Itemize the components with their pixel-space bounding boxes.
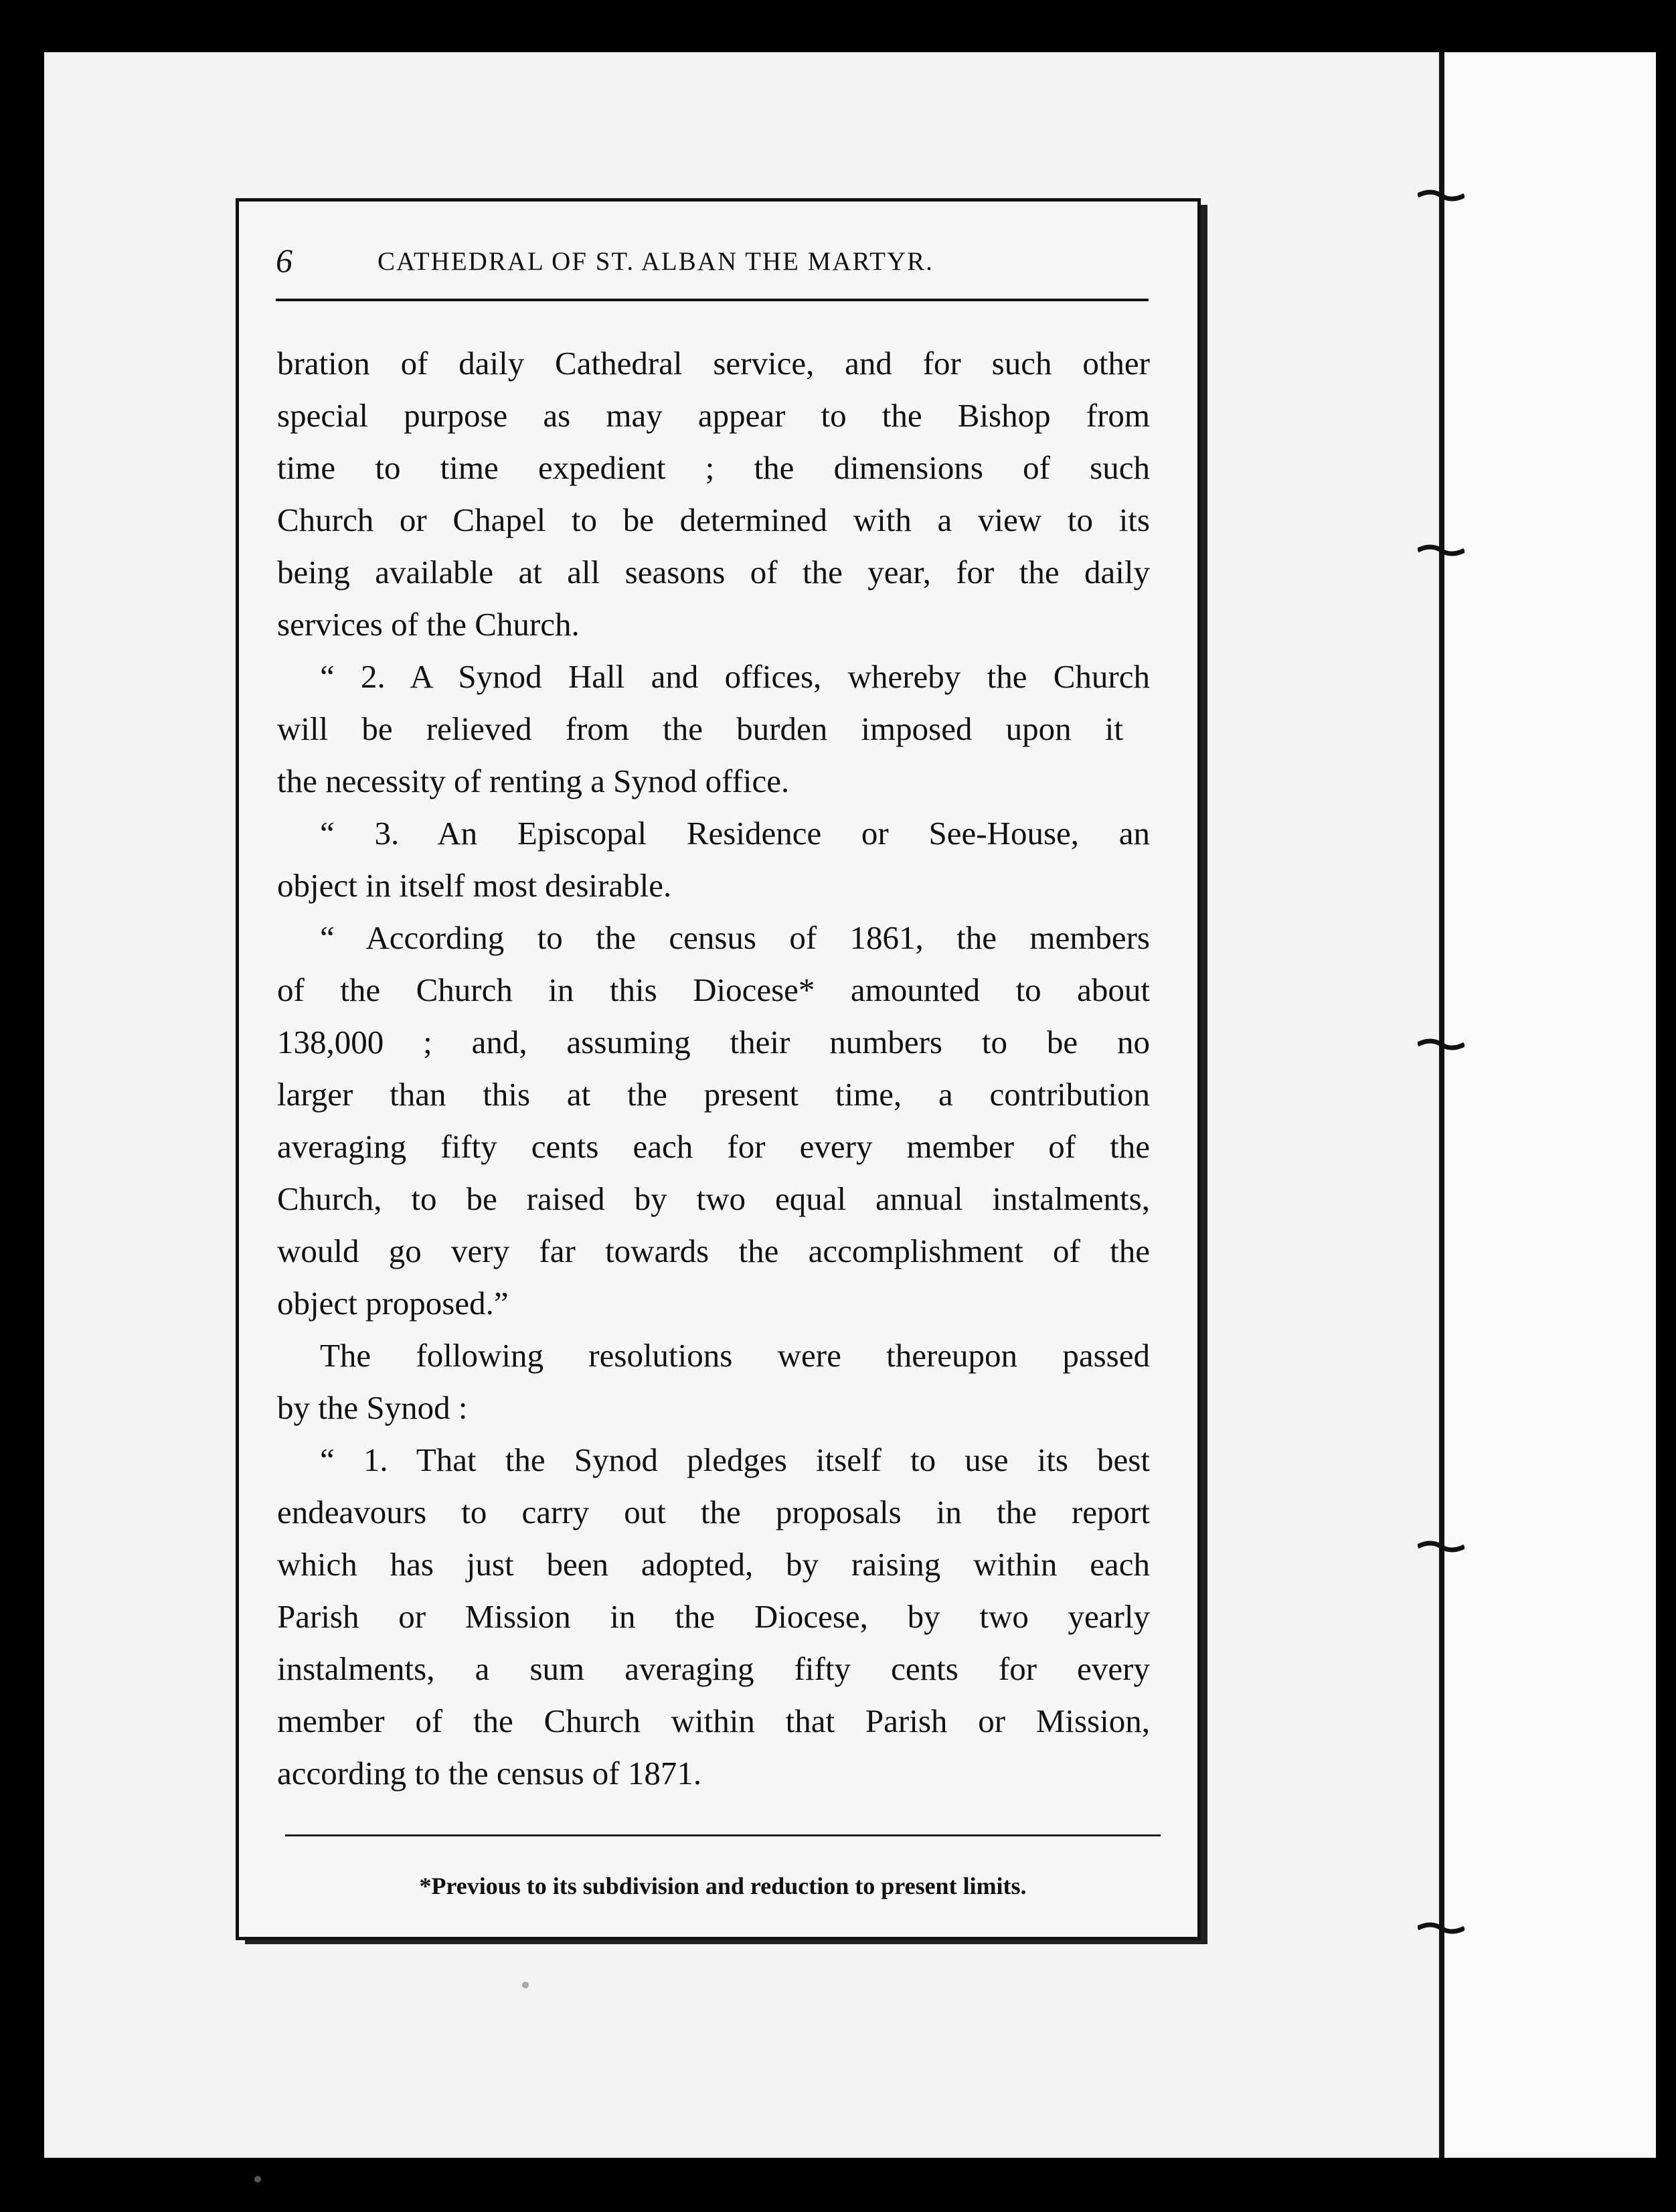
- text-line: according to the census of 1871.: [277, 1755, 702, 1792]
- text-line: member of the Church within that Parish or Mission,: [277, 1703, 1150, 1739]
- text-line: will be relieved from the burden imposed upon it: [277, 710, 1123, 747]
- text-line: Parish or Mission in the Diocese, by two yearly: [277, 1598, 1150, 1635]
- text-line: which has just been adopted, by raising within each: [277, 1546, 1150, 1583]
- text-line: object proposed.”: [277, 1285, 509, 1322]
- text-line: object in itself most desirable.: [277, 867, 672, 904]
- text-line: of the Church in this Diocese* amounted to about: [277, 971, 1150, 1008]
- text-line: “ 3. An Episcopal Residence or See-House, an: [320, 815, 1150, 852]
- text-line: instalments, a sum averaging fifty cents for every: [277, 1650, 1150, 1687]
- text-line: averaging fifty cents each for every member of the: [277, 1128, 1150, 1165]
- text-line: services of the Church.: [277, 606, 580, 643]
- footnote-rule: [285, 1834, 1161, 1836]
- text-line: time to time expedient ; the dimensions of such: [277, 449, 1150, 486]
- footnote: *Previous to its subdivision and reduction to present limits.: [419, 1873, 1027, 1899]
- text-line: the necessity of renting a Synod office.: [277, 763, 790, 799]
- binding-stitch: [1418, 1540, 1464, 1553]
- header-rule: [276, 299, 1149, 301]
- running-header: [276, 241, 1149, 285]
- text-line: larger than this at the present time, a contribution: [277, 1076, 1150, 1113]
- binding-stitch: [1418, 189, 1464, 202]
- running-title: CATHEDRAL OF ST. ALBAN THE MARTYR.: [378, 247, 934, 276]
- text-line: would go very far towards the accomplishment of the: [277, 1233, 1150, 1269]
- body-text: [277, 337, 1150, 1800]
- text-line: The following resolutions were thereupon passed: [320, 1337, 1150, 1374]
- binding-stitch: [1418, 544, 1464, 557]
- paper-speck: [522, 1982, 529, 1988]
- right-leaf: [1443, 52, 1656, 2158]
- text-line: Church, to be raised by two equal annual instalments,: [277, 1180, 1150, 1217]
- paper-speck: [254, 2176, 261, 2183]
- text-line: bration of daily Cathedral service, and for such other: [277, 345, 1150, 382]
- binding-stitch: [1418, 1921, 1464, 1935]
- text-line: 138,000 ; and, assuming their numbers to be no: [277, 1024, 1150, 1060]
- text-line: endeavours to carry out the proposals in the report: [277, 1494, 1150, 1530]
- text-line: special purpose as may appear to the Bishop from: [277, 397, 1150, 434]
- page-number: 6: [276, 242, 292, 279]
- text-line: being available at all seasons of the year, for the daily: [277, 554, 1150, 590]
- text-line: “ 1. That the Synod pledges itself to use its best: [320, 1441, 1150, 1478]
- text-line: by the Synod :: [277, 1389, 468, 1426]
- binding-gutter: [1439, 52, 1444, 2158]
- text-line: “ 2. A Synod Hall and offices, whereby the Church: [320, 658, 1150, 695]
- binding-stitch: [1418, 1038, 1464, 1051]
- text-line: “ According to the census of 1861, the members: [320, 919, 1150, 956]
- text-line: Church or Chapel to be determined with a view to its: [277, 501, 1150, 538]
